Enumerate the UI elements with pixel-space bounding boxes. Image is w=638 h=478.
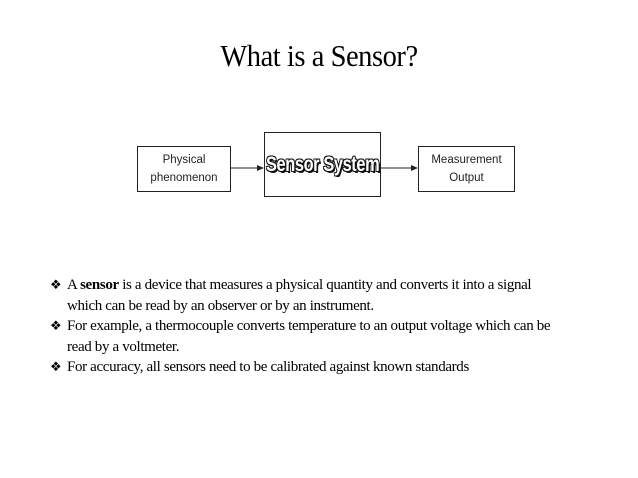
- bullet-list: [50, 275, 610, 378]
- sensor-system-box: [264, 132, 381, 197]
- bullet-1-keyword: sensor: [80, 277, 119, 293]
- bullet-calibration: [50, 357, 610, 378]
- measurement-output-box: [418, 146, 515, 192]
- arrowhead-sensor-to-output: [411, 165, 418, 171]
- output-box-line1: Measurement: [431, 154, 502, 166]
- bullet-2-line2: read by a voltmeter.: [67, 338, 180, 355]
- slide-title: What is a Sensor?: [220, 38, 418, 73]
- input-box-line2: phenomenon: [150, 172, 218, 184]
- bullet-1-line2: which can be read by an observer or by an instrument.: [67, 297, 374, 314]
- bullet-thermocouple-example: [50, 316, 610, 357]
- output-box-line2: Output: [449, 172, 484, 184]
- bullet-1-prefix: A: [67, 277, 81, 293]
- bullet-2-line1: For example, a thermocouple converts temperature to an output voltage which can be: [67, 318, 551, 334]
- bullet-3-line1: For accuracy, all sensors need to be calibrated against known standards: [67, 359, 469, 375]
- physical-phenomenon-box: [137, 146, 231, 192]
- bullet-sensor-definition: [50, 275, 610, 316]
- input-box-line1: Physical: [162, 154, 206, 166]
- bullet-diamond-icon: ❖: [50, 318, 62, 333]
- bullet-diamond-icon: ❖: [50, 277, 62, 292]
- bullet-1-line1: is a device that measures a physical quantity and converts it into a signal: [118, 277, 532, 293]
- arrowhead-input-to-sensor: [257, 165, 264, 171]
- bullet-diamond-icon: ❖: [50, 359, 62, 374]
- sensor-system-label: Sensor System: [265, 152, 380, 176]
